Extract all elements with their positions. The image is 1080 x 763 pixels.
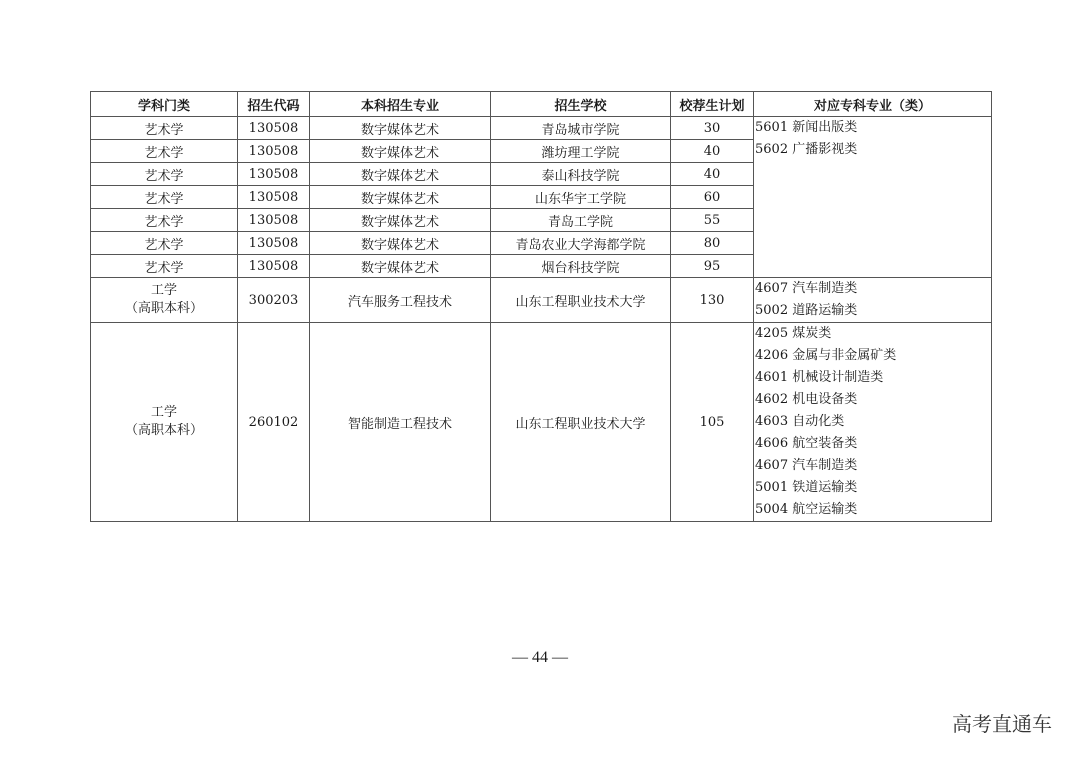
major-cell: 数字媒体艺术	[310, 163, 491, 186]
category-line: 工学	[150, 283, 177, 298]
header-major: 本科招生专业	[310, 92, 491, 117]
plan-cell: 40	[671, 163, 754, 186]
corresponding-major: 5601 新闻出版类	[755, 120, 858, 135]
major-cell: 数字媒体艺术	[310, 255, 491, 278]
code-cell: 130508	[238, 140, 310, 163]
header-code: 招生代码	[238, 92, 310, 117]
school-cell: 山东华宇工学院	[491, 186, 671, 209]
corresponding-major: 4607 汽车制造类	[755, 458, 858, 473]
table-header-row	[91, 92, 992, 117]
header-plan: 校荐生计划	[671, 92, 754, 117]
category-cell: 艺术学	[91, 186, 238, 209]
plan-cell: 80	[671, 232, 754, 255]
major-cell: 数字媒体艺术	[310, 117, 491, 140]
school-cell: 青岛农业大学海都学院	[491, 232, 671, 255]
major-cell: 数字媒体艺术	[310, 140, 491, 163]
school-cell: 山东工程职业技术大学	[491, 278, 671, 323]
plan-cell: 60	[671, 186, 754, 209]
category-cell: 艺术学	[91, 232, 238, 255]
plan-cell: 55	[671, 209, 754, 232]
code-cell: 300203	[238, 278, 310, 323]
school-cell: 烟台科技学院	[491, 255, 671, 278]
category-line: 工学	[150, 405, 177, 420]
header-corresponding: 对应专科专业（类）	[754, 92, 992, 117]
corresponding-majors-cell	[754, 278, 992, 323]
category-cell: 艺术学	[91, 163, 238, 186]
category-cell: 艺术学	[91, 209, 238, 232]
corresponding-major: 4601 机械设计制造类	[755, 370, 884, 385]
category-cell: 艺术学	[91, 140, 238, 163]
corresponding-major: 4602 机电设备类	[755, 392, 858, 407]
code-cell: 130508	[238, 117, 310, 140]
header-category: 学科门类	[91, 92, 238, 117]
corresponding-major: 4607 汽车制造类	[755, 281, 858, 296]
major-cell: 数字媒体艺术	[310, 209, 491, 232]
code-cell: 130508	[238, 255, 310, 278]
code-cell: 130508	[238, 209, 310, 232]
corresponding-major: 4205 煤炭类	[755, 326, 832, 341]
code-cell: 130508	[238, 232, 310, 255]
code-cell: 130508	[238, 163, 310, 186]
watermark: 高考直通车	[952, 712, 1052, 736]
plan-cell: 130	[671, 278, 754, 323]
table-row	[91, 323, 992, 522]
category-subline: （高职本科）	[124, 423, 203, 438]
plan-cell: 40	[671, 140, 754, 163]
category-subline: （高职本科）	[124, 301, 203, 316]
category-cell	[91, 278, 238, 323]
school-cell: 青岛工学院	[491, 209, 671, 232]
school-cell: 泰山科技学院	[491, 163, 671, 186]
school-cell: 山东工程职业技术大学	[491, 323, 671, 522]
code-cell: 260102	[238, 323, 310, 522]
corresponding-major: 5004 航空运输类	[755, 502, 858, 517]
table-row	[91, 278, 992, 323]
page-number: — 44 —	[512, 649, 568, 666]
plan-cell: 105	[671, 323, 754, 522]
header-school: 招生学校	[491, 92, 671, 117]
category-cell: 艺术学	[91, 255, 238, 278]
corresponding-major: 4603 自动化类	[755, 414, 845, 429]
major-cell: 汽车服务工程技术	[310, 278, 491, 323]
corresponding-major: 5002 道路运输类	[755, 303, 858, 318]
corresponding-major: 4206 金属与非金属矿类	[755, 348, 897, 363]
school-cell: 潍坊理工学院	[491, 140, 671, 163]
table-row	[91, 117, 992, 140]
corresponding-major: 4606 航空装备类	[755, 436, 858, 451]
major-cell: 智能制造工程技术	[310, 323, 491, 522]
school-cell: 青岛城市学院	[491, 117, 671, 140]
category-cell	[91, 323, 238, 522]
category-cell: 艺术学	[91, 117, 238, 140]
corresponding-major: 5001 铁道运输类	[755, 480, 858, 495]
major-cell: 数字媒体艺术	[310, 186, 491, 209]
plan-cell: 30	[671, 117, 754, 140]
major-cell: 数字媒体艺术	[310, 232, 491, 255]
corresponding-majors-cell	[754, 323, 992, 522]
corresponding-majors-cell	[754, 117, 992, 278]
plan-cell: 95	[671, 255, 754, 278]
corresponding-major: 5602 广播影视类	[755, 142, 858, 157]
code-cell: 130508	[238, 186, 310, 209]
enrollment-table	[90, 91, 992, 522]
